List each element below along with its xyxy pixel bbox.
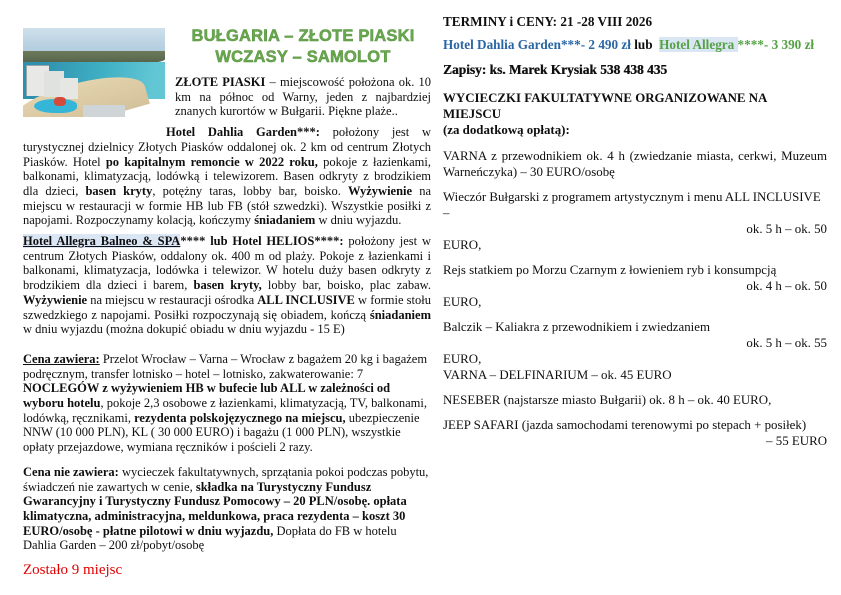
signup-contact: Zapisy: ks. Marek Krysiak 538 438 435	[443, 62, 668, 77]
excursion-text: Balczik – Kaliakra z przewodnikiem i zwiedzaniem	[443, 320, 711, 334]
excursion-price: ok. 5 h – ok. 50	[746, 222, 827, 236]
hotel-dahlia-name: Hotel Dahlia Garden***:	[166, 125, 320, 140]
excursions-title	[443, 90, 827, 138]
page-title-line2: WCZASY – SAMOLOT	[215, 48, 391, 66]
photo-waterslide	[54, 97, 65, 106]
paragraph-hotel-dahlia: Hotel Dahlia Garden***: położony jest w turystycznej dzielnicy Złotych Piasków oddalonej ok. 2 km od centrum Złotych Piasków. Hotel po kapitalnym remoncie w 2022 roku, pokoje z łazienkami, balkonami, klimatyzacją, lodówką i telewizorem. Basen odkryty z brodzikiem dla dzieci, basen kryty, potężny taras, lobby bar, boisko. Wyżywienie na miejscu w restauracji w formie HB lub FB (stół szwedzki). Wszystkie posiłki z napojami. Rozpoczynamy kolacją, kończymy śniadaniem w dniu wyjazdu.	[23, 125, 432, 228]
excursion-currency: EURO,	[443, 238, 482, 252]
excursion-currency: EURO,	[443, 352, 482, 366]
photo-deck	[83, 105, 126, 117]
excursion-cruise	[443, 262, 827, 310]
excursion-price: – 55 EURO	[766, 434, 827, 448]
right-column	[443, 14, 827, 458]
hotel-prices-line	[443, 37, 827, 53]
excursions-title-line1: WYCIECZKI FAKULTATYWNE ORGANIZOWANE NA MIEJSCU	[443, 91, 767, 121]
hotel-dahlia-price: Hotel Dahlia Garden***- 2 490 zł	[443, 37, 631, 52]
paragraph-price-includes: Cena zawiera: Przelot Wrocław – Varna – Wrocław z bagażem 20 kg i bagażem podręcznym, transfer lotnisko – hotel – lotnisko, zakwaterowanie: 7 NOCLEGÓW z wyżywieniem HB w bufecie lub ALL w zależności od wyboru hotelu, pokoje 2,3 osobowe z łazienkami, klimatyzacją, TV, balkonami, lodówką, ręcznikami, rezydenta polskojęzycznego na miejscu, ubezpieczenie NNW (10 000 PLN), KL ( 30 000 EURO) i bagażu (1 000 PLN), wszystkie opłaty przejazdowe, wymiana ręczników i pościeli 2 razy.	[23, 351, 428, 455]
excursion-balczik	[443, 319, 827, 383]
excursion-currency: EURO,	[443, 295, 482, 309]
seats-remaining-notice: Zostało 9 miejsc	[23, 562, 123, 579]
excursion-text: JEEP SAFARI (jazda samochodami terenowymi po stepach + posiłek)	[443, 418, 807, 432]
photo-hotel-block	[60, 78, 78, 99]
excursion-bulgarian-evening	[443, 189, 827, 253]
terms-and-prices-title: TERMINY i CENY: 21 -28 VIII 2026	[443, 14, 653, 29]
page-title-line1: BUŁGARIA – ZŁOTE PIASKI	[191, 27, 415, 45]
excursion-text: Wieczór Bułgarski z programem artystycznym i menu ALL INCLUSIVE –	[443, 190, 821, 220]
hotel-allegra-price-value: ****- 3 390 zł	[737, 37, 815, 52]
left-column	[23, 20, 431, 578]
hotel-allegra-price-name: Hotel Allegra	[659, 37, 738, 52]
excursion-price: ok. 4 h – ok. 50	[746, 279, 827, 293]
excursions-title-line2: (za dodatkową opłatą):	[443, 123, 570, 137]
price-excludes-label: Cena nie zawiera:	[23, 464, 119, 479]
paragraph-price-excludes: Cena nie zawiera: wycieczek fakultatywnych, sprzątania pokoi podczas pobytu, świadczeń nie zawartych w cenie, składka na Turystyczny Fundusz Gwarancyjny i Turystyczny Fundusz Pomocowy – 20 PLN/osobę. opłata klimatyczna, administracyjna, meldunkowa, praca rezydenta – koszt 30 EURO/osobę - płatne pilotowi w dniu wyjazdu, Dopłata do FB w hotelu Dahlia Garden – 200 zł/pobyt/osobę	[23, 464, 429, 553]
beach-photo	[23, 28, 165, 117]
resort-name: ZŁOTE PIASKI	[175, 75, 266, 89]
price-includes-label: Cena zawiera:	[23, 351, 100, 366]
excursion-varna: VARNA z przewodnikiem ok. 4 h (zwiedzanie miasta, cerkwi, Muzeum Warneńczyka) – 30 EURO/osobę	[443, 149, 827, 179]
paragraph-hotel-allegra: Hotel Allegra Balneo & SPA**** lub Hotel HELIOS****: położony jest w centrum Złotych Piasków, oddalony ok. 400 m od plaży. Pokoje z łazienkami i balkonami, klimatyzacja, lodówka i telewizor. W hotelu duży basen odkryty z brodzikiem dla dzieci i barem, basen kryty, lobby bar, boisko, plac zabaw. Wyżywienie na miejscu w restauracji ośrodka ALL INCLUSIVE w formie stołu szwedzkiego z napojami. Posiłki rozpoczynają się obiadem, kończą śniadaniem w dniu wyjazdu (można dokupić obiadu w dniu wyjazdu - 15 E)	[23, 234, 431, 337]
hotel-allegra-name: Hotel Allegra Balneo & SPA	[23, 234, 181, 249]
excursion-delfinarium: VARNA – DELFINARIUM – ok. 45 EURO	[443, 368, 672, 382]
excursion-text: Rejs statkiem po Morzu Czarnym z łowieniem ryb i konsumpcją	[443, 263, 777, 277]
excursion-jeep-safari	[443, 417, 827, 449]
or-label: lub	[634, 37, 653, 52]
excursion-neseber: NESEBER (najstarsze miasto Bułgarii) ok. 8 h – ok. 40 EURO,	[443, 393, 772, 407]
excursion-price: ok. 5 h – ok. 55	[746, 336, 827, 350]
paragraph-resort-intro: ZŁOTE PIASKI – miejscowość położona ok. 10 km na północ od Warny, jeden z najbardziej znanych kurortów w Bułgarii. Piękne plaże..	[175, 75, 432, 119]
